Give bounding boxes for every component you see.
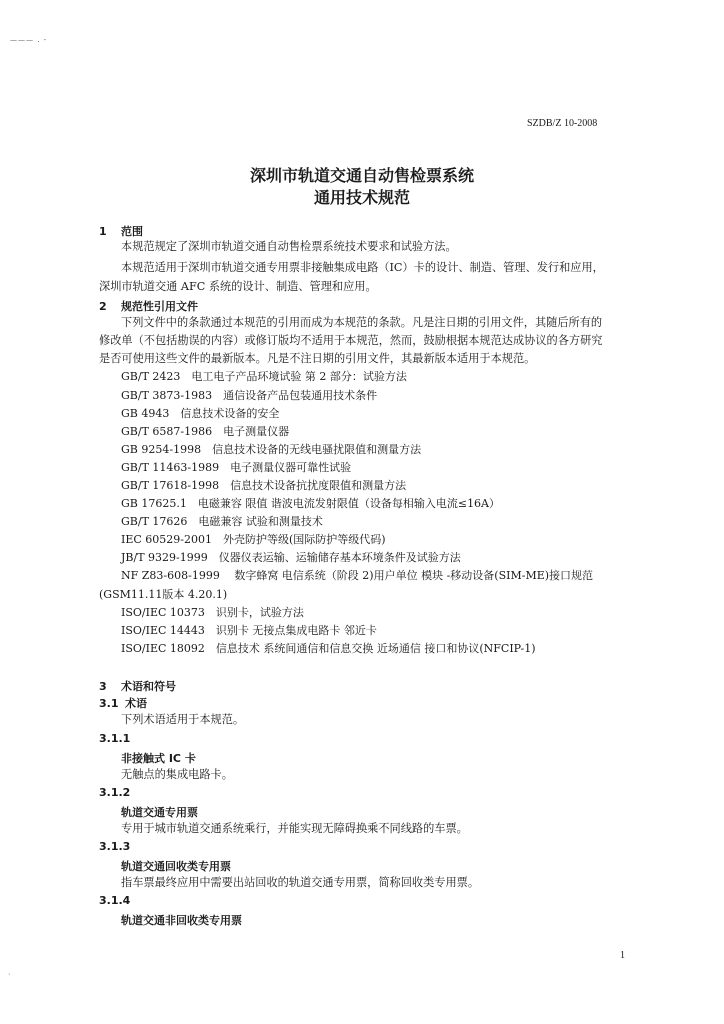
section-2-intro-line-1: 下列文件中的条款通过本规范的引用而成为本规范的条款。凡是注日期的引用文件，其随后所有的 xyxy=(121,316,603,329)
term-definition: 专用于城市轨道交通系统乘行，并能实现无障碍换乘不同线路的车票。 xyxy=(121,822,468,835)
section-3-heading xyxy=(99,678,176,694)
standard-reference: GB/T 2423 电工电子产品环境试验 第 2 部分：试验方法 xyxy=(121,370,407,383)
standard-reference: GB 17625.1 电磁兼容 限值 谐波电流发射限值（设备每相输入电流≤16A） xyxy=(121,497,501,510)
standard-reference: GB/T 6587-1986 电子测量仪器 xyxy=(121,425,290,438)
section-2-intro-line-3: 是否可使用这些文件的最新版本。凡是不注日期的引用文件，其最新版本适用于本规范。 xyxy=(99,352,536,365)
term-name: 轨道交通非回收类专用票 xyxy=(121,914,242,927)
standard-reference: GB 4943 信息技术设备的安全 xyxy=(121,407,280,420)
section-2-intro-line-2: 修改单（不包括勘误的内容）或修订版均不适用于本规范，然而，鼓励根据本规范达成协议的各方研究 xyxy=(99,334,603,347)
standard-reference: GB 9254-1998 信息技术设备的无线电骚扰限值和测量方法 xyxy=(121,443,422,456)
term-definition: 指车票最终应用中需要出站回收的轨道交通专用票，简称回收类专用票。 xyxy=(121,876,480,889)
section-number: 3 xyxy=(99,680,107,693)
term-definition: 无触点的集成电路卡。 xyxy=(121,768,233,781)
standard-reference-continuation: (GSM11.11版本 4.20.1) xyxy=(99,588,228,601)
section-2-heading xyxy=(99,298,198,314)
document-title-line-2: 通用技术规范 xyxy=(313,188,410,207)
term-number: 3.1.4 xyxy=(99,894,131,907)
document-title-line-1: 深圳市轨道交通自动售检票系统 xyxy=(249,166,474,185)
standard-reference: JB/T 9329-1999 仪器仪表运输、运输储存基本环境条件及试验方法 xyxy=(121,551,461,564)
standard-reference: ISO/IEC 14443 识别卡 无接点集成电路卡 邻近卡 xyxy=(121,624,377,637)
scan-marks: ——— . - xyxy=(10,36,48,44)
section-1-paragraph-2-line-1: 本规范适用于深圳市轨道交通专用票非接触集成电路（IC）卡的设计、制造、管理、发行和应用， xyxy=(121,261,604,274)
section-title: 规范性引用文件 xyxy=(121,300,198,313)
document-number: SZDB/Z 10-2008 xyxy=(527,118,598,129)
subsection-3-1-text: 下列术语适用于本规范。 xyxy=(121,713,245,726)
subsection-number: 3.1 xyxy=(99,697,119,710)
term-name: 非接触式 IC 卡 xyxy=(121,752,196,765)
section-number: 2 xyxy=(99,300,107,313)
standard-reference: NF Z83-608-1999 数字蜂窝 电信系统（阶段 2)用户单位 模块 -移动设备(SIM-ME)接口规范 xyxy=(121,569,594,582)
section-title: 术语和符号 xyxy=(121,680,176,693)
subsection-title: 术语 xyxy=(125,697,147,710)
term-name: 轨道交通专用票 xyxy=(121,806,198,819)
section-number: 1 xyxy=(99,225,107,238)
scan-mark: · xyxy=(8,970,11,979)
standard-reference: ISO/IEC 18092 信息技术 系统间通信和信息交换 近场通信 接口和协议(NFCIP-1) xyxy=(121,642,536,655)
standard-reference: GB/T 17618-1998 信息技术设备抗扰度限值和测量方法 xyxy=(121,479,407,492)
standard-reference: IEC 60529-2001 外壳防护等级(国际防护等级代码) xyxy=(121,533,386,546)
standard-reference: GB/T 11463-1989 电子测量仪器可靠性试验 xyxy=(121,461,352,474)
term-number: 3.1.2 xyxy=(99,786,131,799)
term-name: 轨道交通回收类专用票 xyxy=(121,860,231,873)
section-1-paragraph-2-line-2: 深圳市轨道交通 AFC 系统的设计、制造、管理和应用。 xyxy=(99,280,377,293)
page-number: 1 xyxy=(620,950,625,961)
section-1-heading xyxy=(99,223,143,239)
term-number: 3.1.3 xyxy=(99,840,131,853)
term-number: 3.1.1 xyxy=(99,732,131,745)
standard-reference: ISO/IEC 10373 识别卡，试验方法 xyxy=(121,606,304,619)
standard-reference: GB/T 17626 电磁兼容 试验和测量技术 xyxy=(121,515,323,528)
standard-reference: GB/T 3873-1983 通信设备产品包装通用技术条件 xyxy=(121,389,378,402)
section-title: 范围 xyxy=(121,225,143,238)
section-1-paragraph-1: 本规范规定了深圳市轨道交通自动售检票系统技术要求和试验方法。 xyxy=(121,240,457,253)
subsection-3-1-heading xyxy=(99,695,147,711)
